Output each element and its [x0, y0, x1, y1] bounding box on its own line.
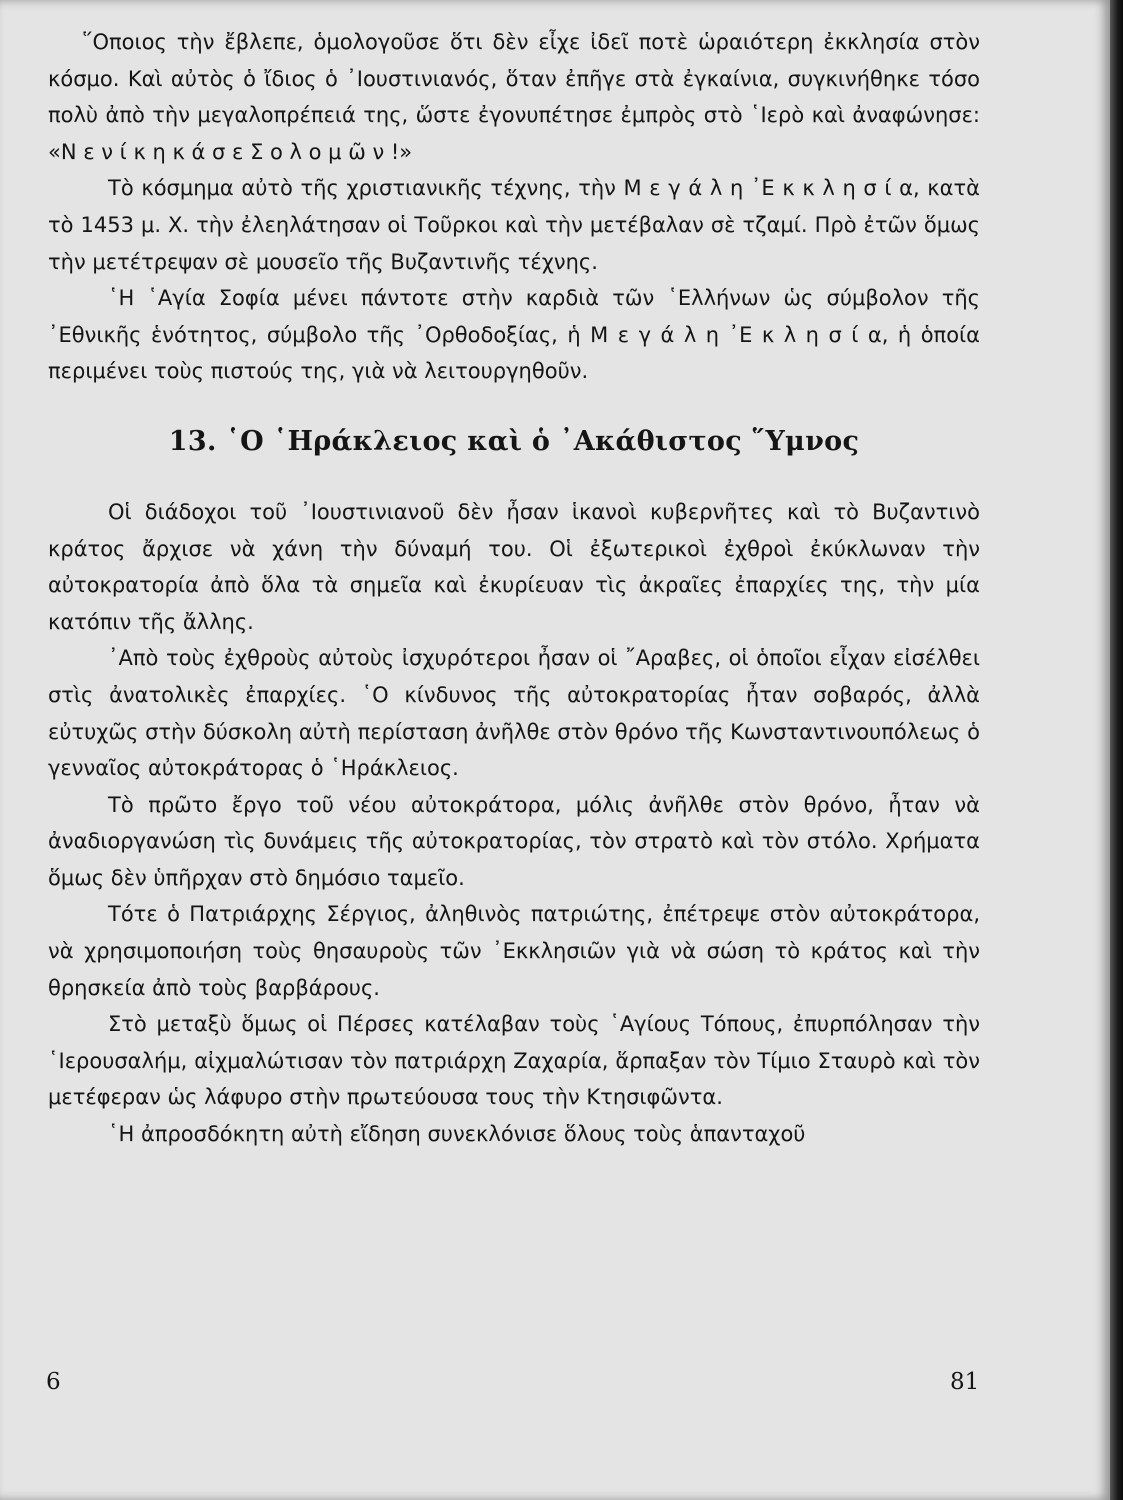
section-heading: 13. ῾Ο ῾Ηράκλειος καὶ ὁ ᾿Ακάθιστος ῞Υμνος — [168, 425, 860, 457]
signature-mark: 6 — [46, 1369, 61, 1395]
paragraph: Στὸ μεταξὺ ὅμως οἱ Πέρσες κατέλαβαν τοὺς ῾Αγίους Τόπους, ἐπυρπόλησαν τὴν ῾Ιερουσαλήμ, αἰχμαλώτισαν τὸν πατριάρχη Ζαχαρία, ἅρπαξαν τὸν Τίμιο Σταυρὸ καὶ τὸν μετέφεραν ὡς λάφυρο στὴν πρωτεύουσα τους τὴν Κτησιφῶντα. — [48, 1012, 980, 1110]
page-edge-shadow — [1110, 0, 1123, 1500]
page-number: 81 — [950, 1369, 980, 1395]
paragraph: Τότε ὁ Πατριάρχης Σέργιος, ἀληθινὸς πατριώτης, ἐπέτρεψε στὸν αὐτοκράτορα, νὰ χρησιμοποιήση τοὺς θησαυροὺς τῶν ᾿Εκκλησιῶν γιὰ νὰ σώση τὸ κράτος καὶ τὴν θρησκεία ἀπὸ τοὺς βαρβάρους. — [48, 902, 980, 1000]
paragraph: Τὸ κόσμημα αὐτὸ τῆς χριστιανικῆς τέχνης, τὴν Μ ε γ ά λ η ᾿Ε κ κ λ η σ ί α, κατὰ τὸ 1453 μ. Χ. τὴν ἐλεηλάτησαν οἱ Τοῦρκοι καὶ τὴν μετέβαλαν σὲ τζαμί. Πρὸ ἐτῶν ὅμως τὴν μετέτρεψαν σὲ μουσεῖο τῆς Βυζαντινῆς τέχνης. — [48, 176, 980, 274]
paragraph: ᾿Απὸ τοὺς ἐχθροὺς αὐτοὺς ἰσχυρότεροι ἦσαν οἱ ῎Αραβες, οἱ ὁποῖοι εἶχαν εἰσέλθει στὶς ἀνατολικὲς ἐπαρχίες. ῾Ο κίνδυνος τῆς αὐτοκρατορίας ἦταν σοβαρός, ἀλλὰ εὐτυχῶς στὴν δύσκολη αὐτὴ περίσταση ἀνῆλθε στὸν θρόνο τῆς Κωνσταντινουπόλεως ὁ γενναῖος αὐτοκράτορας ὁ ῾Ηράκλειος. — [48, 646, 980, 781]
paragraph: Τὸ πρῶτο ἔργο τοῦ νέου αὐτοκράτορα, μόλις ἀνῆλθε στὸν θρόνο, ἦταν νὰ ἀναδιοργανώση τὶς δυνάμεις τῆς αὐτοκρατορίας, τὸν στρατὸ καὶ τὸν στόλο. Χρήματα ὅμως δὲν ὑπῆρχαν στὸ δημόσιο ταμεῖο. — [48, 792, 980, 890]
paragraph: Οἱ διάδοχοι τοῦ ᾿Ιουστινιανοῦ δὲν ἦσαν ἱκανοὶ κυβερνῆτες καὶ τὸ Βυζαντινὸ κράτος ἄρχισε νὰ χάνη τὴν δύναμή του. Οἱ ἐξωτερικοὶ ἐχθροὶ ἐκύκλωναν τὴν αὐτοκρατορία ἀπὸ ὅλα τὰ σημεῖα καὶ ἐκυρίευαν τὶς ἀκραῖες ἐπαρχίες της, τὴν μία κατόπιν τῆς ἄλλης. — [48, 499, 980, 634]
paragraph: ῞Οποιος τὴν ἔβλεπε, ὁμολογοῦσε ὅτι δὲν εἶχε ἰδεῖ ποτὲ ὡραιότερη ἐκκλησία στὸν κόσμο. Καὶ αὐτὸς ὁ ἴδιος ὁ ᾿Ιουστινιανός, ὅταν ἐπῆγε στὰ ἐγκαίνια, συγκινήθηκε τόσο πολὺ ἀπὸ τὴν μεγαλοπρέπειά της, ὥστε ἐγονυπέτησε ἐμπρὸς στὸ ῾Ιερὸ καὶ ἀναφώνησε: «Ν ε ν ί κ η κ ά σ ε Σ ο λ ο μ ῶ ν !» — [48, 30, 980, 164]
page-body — [48, 24, 980, 1153]
paragraph: ῾Η ἀπροσδόκητη αὐτὴ εἴδηση συνεκλόνισε ὅλους τοὺς ἁπανταχοῦ — [108, 1122, 806, 1147]
paragraph: ῾Η ῾Αγία Σοφία μένει πάντοτε στὴν καρδιὰ τῶν ῾Ελλήνων ὡς σύμβολον τῆς ᾿Εθνικῆς ἑνότητος, σύμβολο τῆς ᾿Ορθοδοξίας, ἡ Μ ε γ ά λ η ᾿Ε κ λ η σ ί α, ἡ ὁποία περιμένει τοὺς πιστούς της, γιὰ νὰ λειτουργηθοῦν. — [48, 286, 980, 384]
